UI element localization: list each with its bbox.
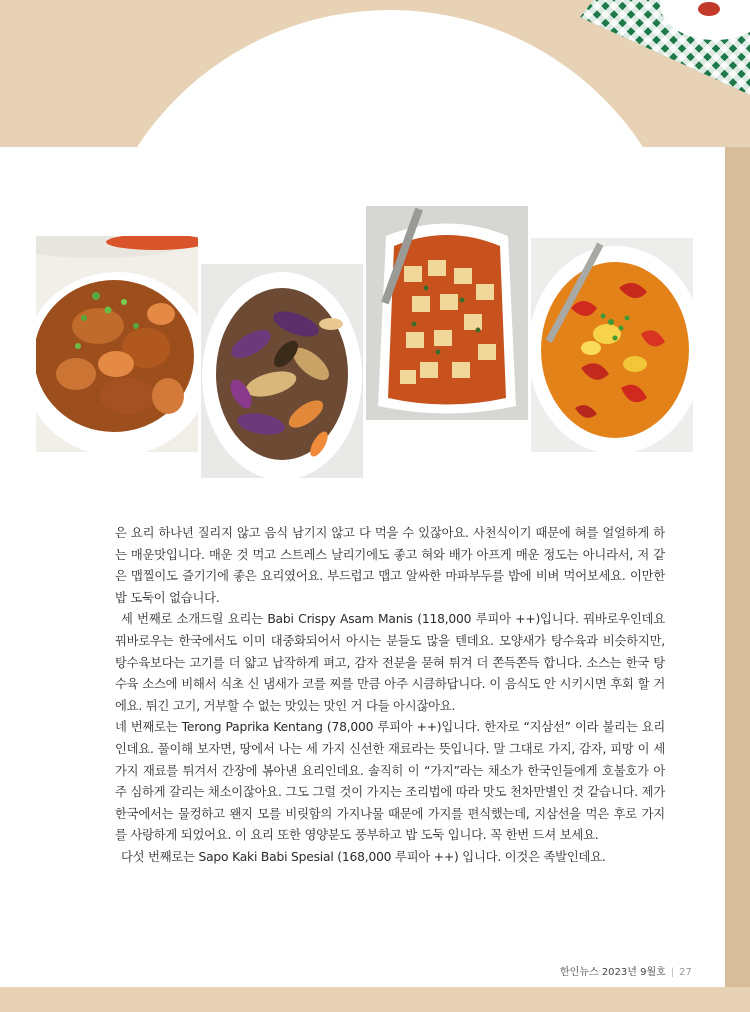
tomato-egg-stir-fry-icon <box>531 238 693 452</box>
bottom-edge-strip <box>0 987 750 1012</box>
photo-mapo-tofu <box>366 206 528 420</box>
right-edge-strip <box>725 147 750 987</box>
photo-braised-pork <box>36 236 198 452</box>
page-footer <box>560 963 692 978</box>
footer-separator: | <box>670 967 675 978</box>
article-body <box>115 523 665 869</box>
mapo-tofu-icon <box>366 206 528 420</box>
page-number: 27 <box>679 967 692 978</box>
article-paragraph: 세 번째로 소개드릴 요리는 Babi Crispy Asam Manis (118,000 루피아 ++)입니다. 꿔바로우인데요 꿔바로우는 한국에서도 이미 대중화되어서 아시는 분들도 많을 텐데요. 모양새가 탕수육과 비슷하지만, 탕수육보다는 고기를 더 얇고 납작하게 펴고, 감자 전분을 묻혀 튀겨 더 쫀득쫀득 합니다. 소스는 한국 탕수육 소스에 비해서 식초 신 냄새가 코를 찌를 만큼 아주 시큼하답니다. 이 음식도 안 시키시면 후회 할 거에요. 튀긴 고기, 거부할 수 없는 맛있는 맛인 거 다들 아시잖아요. <box>115 612 665 713</box>
photo-eggplant <box>201 264 363 478</box>
article-paragraph: 은 요리 하나년 질리지 않고 음식 남기지 않고 다 먹을 수 있잖아요. 사천식이기 때문에 혀를 얼얼하게 하는 매운맛입니다. 매운 것 먹고 스트레스 날리기에도 좋고 혀와 배가 아프게 매운 정도는 아니라서, 저 같은 맵찔이도 즐기기에 좋은 요리였어요. 부드럽고 맵고 알싸한 마파부두를 밥에 비벼 먹어보세요. 이만한 밥 도둑이 없습니다. <box>115 526 665 605</box>
publication-label: 한인뉴스 2023년 9월호 <box>560 967 666 978</box>
article-paragraph: 네 번째로는 Terong Paprika Kentang (78,000 루피아 ++)입니다. 한자로 “지삼선” 이라 불리는 요리인데요. 풀이해 보자면, 땅에서 나는 세 가지 신선한 재료라는 뜻입니다. 말 그대로 가지, 감자, 피망 이 세 가지 재료를 튀겨서 간장에 볶아낸 요리인데요. 솔직히 이 “가지”라는 채소가 한국인들에게 호불호가 아주 심하게 갈리는 채소이잖아요. 그도 그럴 것이 가지는 조리법에 따라 맛도 천차만별인 것 같습니다. 제가 한국에서는 물컹하고 왠지 모를 비릿함의 가지나물 때문에 가지를 편식했는데, 지삼선을 먹은 후로 가지를 사랑하게 되었어요. 이 요리 또한 영양분도 풍부하고 밥 도둑 입니다. 꼭 한번 드셔 보세요. <box>115 720 665 843</box>
tomato-decoration-icon <box>698 2 720 16</box>
braised-pork-with-carrots-icon <box>36 236 198 452</box>
photo-tomato-egg <box>531 238 693 452</box>
stir-fried-eggplant-icon <box>201 264 363 478</box>
article-paragraph: 다섯 번째로는 Sapo Kaki Babi Spesial (168,000 루피아 ++) 입니다. 이것은 족발인데요. <box>121 849 606 864</box>
